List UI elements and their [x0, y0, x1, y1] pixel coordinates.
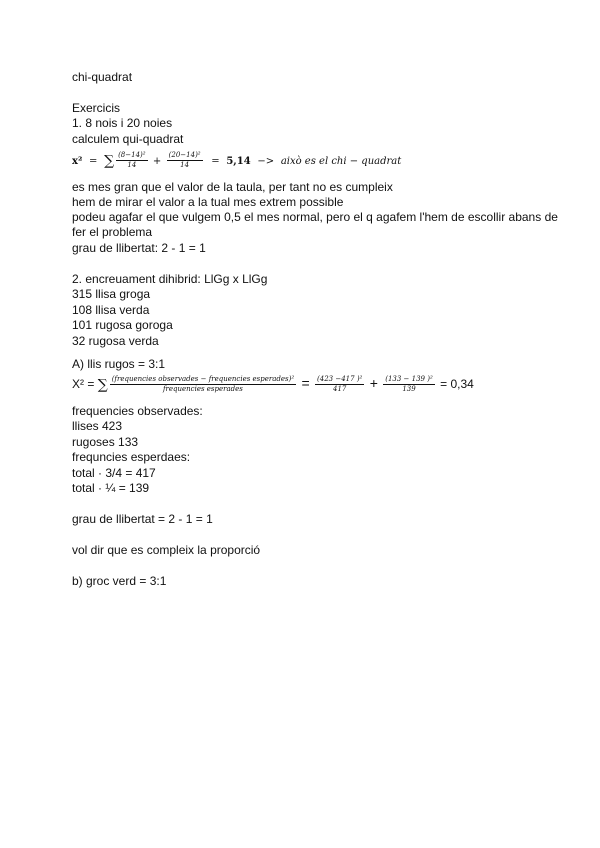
- formula-term: +: [369, 375, 378, 391]
- text-line: llises 423: [72, 419, 123, 433]
- text-line: podeu agafar el que vulgem 0,5 el mes normal, pero el q agafem l'hem de escollir abans de: [72, 210, 558, 224]
- formula-term: x²: [72, 156, 83, 167]
- section-a-heading: A) llis rugos = 3:1: [72, 357, 166, 371]
- formula-result: 5,14: [226, 156, 251, 167]
- formula-term: −>: [257, 156, 275, 167]
- denominator: 14: [127, 161, 137, 170]
- formula-term: X² =: [72, 377, 95, 391]
- fraction: [315, 375, 364, 394]
- text-line: calculem qui-quadrat: [72, 132, 184, 146]
- numerator: (133 − 139 )²: [385, 375, 433, 384]
- text-line: total · ¼ = 139: [72, 481, 150, 495]
- text-line: Exercicis: [72, 101, 121, 115]
- text-line: rugoses 133: [72, 435, 139, 449]
- text-line: 1. 8 nois i 20 noies: [72, 116, 173, 130]
- text-line: es mes gran que el valor de la taula, per tant no es cumpleix: [72, 180, 393, 194]
- text-line: grau de llibertat = 2 - 1 = 1: [72, 512, 213, 526]
- formula-term: =: [211, 156, 220, 167]
- formula-term: =: [301, 375, 310, 391]
- text-line: fer el problema: [72, 225, 153, 239]
- numerator: (20−14)²: [168, 151, 201, 160]
- formula-chi-square-1: [72, 150, 401, 172]
- sum-symbol: ∑: [104, 152, 115, 169]
- text-line: frequencies observades:: [72, 404, 203, 418]
- formula-term: =: [89, 156, 98, 167]
- formula-term: +: [152, 156, 162, 167]
- text-line: 315 llisa groga: [72, 287, 151, 301]
- formula-chi-square-2: [72, 373, 474, 395]
- text-line: vol dir que es compleix la proporció: [72, 543, 261, 557]
- denominator: 417: [333, 385, 347, 394]
- numerator: (frequencies observades − frequencies esperades)²: [111, 375, 295, 384]
- denominator: 14: [180, 161, 190, 170]
- text-line: hem de mirar el valor a la tual mes extrem possible: [72, 195, 344, 209]
- text-line: 108 llisa verda: [72, 303, 150, 317]
- section-b-heading: b) groc verd = 3:1: [72, 574, 167, 588]
- numerator: (8−14)²: [118, 151, 146, 160]
- denominator: frequencies esperades: [162, 385, 243, 394]
- formula-result: = 0,34: [440, 377, 474, 391]
- doc-title: chi-quadrat: [72, 70, 133, 84]
- denominator: 139: [402, 385, 416, 394]
- text-line: total · 3/4 = 417: [72, 466, 156, 480]
- formula-comment: això es el chi − quadrat: [280, 156, 402, 167]
- text-line: grau de llibertat: 2 - 1 = 1: [72, 241, 206, 255]
- sum-symbol: ∑: [97, 376, 108, 393]
- text-line: 101 rugosa goroga: [72, 318, 173, 332]
- numerator: (423 −417 )²: [317, 375, 363, 384]
- fraction: [110, 375, 296, 394]
- text-line: 2. encreuament dihibrid: LlGg x LlGg: [72, 272, 268, 286]
- text-line: 32 rugosa verda: [72, 334, 159, 348]
- fraction: [116, 151, 148, 170]
- text-line: frequncies esperdaes:: [72, 450, 191, 464]
- fraction: [383, 375, 435, 394]
- fraction: [167, 151, 203, 170]
